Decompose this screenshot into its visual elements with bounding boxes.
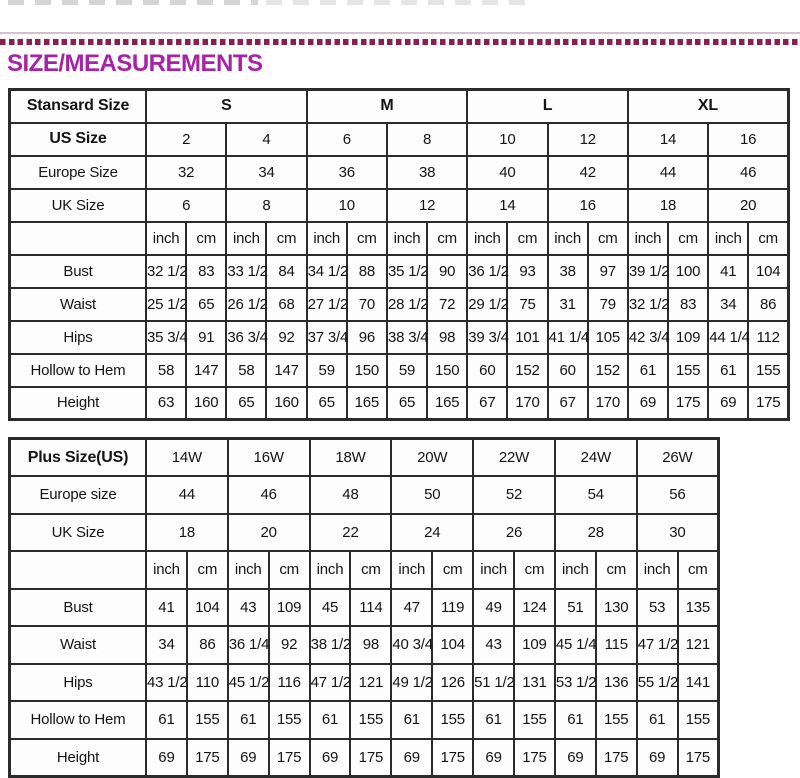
measure-value-cell: 119 — [432, 589, 473, 627]
measure-value-cell: 124 — [514, 589, 555, 627]
measure-value-cell: 175 — [668, 387, 708, 420]
measure-value-cell: 110 — [187, 664, 228, 702]
measure-value-cell: 44 1/4 — [708, 321, 748, 354]
size-value-cell: 36 — [307, 156, 387, 189]
measure-value-cell: 126 — [432, 664, 473, 702]
size-value-cell: 20 — [228, 514, 310, 552]
measure-value-cell: 155 — [269, 701, 310, 739]
measure-value-cell: 175 — [596, 739, 637, 777]
row-label: UK Size — [10, 514, 147, 552]
measure-value-cell: 63 — [146, 387, 186, 420]
measure-value-cell: 83 — [668, 288, 708, 321]
measure-value-cell: 34 — [146, 626, 187, 664]
table-header-label: Plus Size(US) — [10, 439, 147, 477]
size-group-header: 24W — [555, 439, 637, 477]
measure-value-cell: 45 1/2 — [228, 664, 269, 702]
measure-value-cell: 150 — [427, 354, 467, 387]
measure-value-cell: 98 — [427, 321, 467, 354]
cropped-text-fragment — [8, 0, 258, 5]
measure-value-cell: 69 — [310, 739, 351, 777]
unit-header-cell: inch — [146, 222, 186, 255]
measure-value-cell: 40 3/4 — [391, 626, 432, 664]
unit-header-cell: inch — [548, 222, 588, 255]
measure-value-cell: 69 — [146, 739, 187, 777]
measure-value-cell: 43 — [473, 626, 514, 664]
size-value-cell: 18 — [628, 189, 708, 222]
unit-header-cell: inch — [637, 551, 678, 589]
measure-value-cell: 25 1/2 — [146, 288, 186, 321]
measure-value-cell: 32 1/2 — [628, 288, 668, 321]
measure-value-cell: 37 3/4 — [307, 321, 347, 354]
size-group-header: 18W — [310, 439, 392, 477]
unit-header-cell: cm — [588, 222, 628, 255]
unit-header-cell: inch — [228, 551, 269, 589]
row-label: UK Size — [10, 189, 147, 222]
measure-value-cell: 155 — [668, 354, 708, 387]
row-label: Bust — [10, 255, 147, 288]
measure-value-cell: 86 — [748, 288, 788, 321]
measure-value-cell: 28 1/2 — [387, 288, 427, 321]
row-label: Height — [10, 387, 147, 420]
measure-value-cell: 90 — [427, 255, 467, 288]
size-value-cell: 54 — [555, 476, 637, 514]
measure-value-cell: 109 — [514, 626, 555, 664]
measure-value-cell: 61 — [146, 701, 187, 739]
table-row — [10, 288, 789, 321]
size-value-cell: 24 — [391, 514, 473, 552]
size-group-header: S — [146, 90, 307, 123]
unit-header-cell: cm — [269, 551, 310, 589]
measure-value-cell: 160 — [186, 387, 226, 420]
size-value-cell: 6 — [146, 189, 226, 222]
measure-value-cell: 34 1/2 — [307, 255, 347, 288]
unit-header-cell: inch — [226, 222, 266, 255]
measure-value-cell: 152 — [507, 354, 547, 387]
measure-value-cell: 83 — [186, 255, 226, 288]
table-row — [10, 255, 789, 288]
measure-value-cell: 69 — [555, 739, 596, 777]
measure-value-cell: 175 — [187, 739, 228, 777]
measure-value-cell: 160 — [266, 387, 306, 420]
size-group-header: XL — [628, 90, 789, 123]
measure-value-cell: 61 — [473, 701, 514, 739]
measure-value-cell: 33 1/2 — [226, 255, 266, 288]
measure-value-cell: 175 — [432, 739, 473, 777]
size-value-cell: 4 — [226, 123, 306, 156]
size-value-cell: 14 — [628, 123, 708, 156]
size-value-cell: 34 — [226, 156, 306, 189]
measure-value-cell: 98 — [350, 626, 391, 664]
measure-value-cell: 55 1/2 — [637, 664, 678, 702]
unit-header-cell: cm — [432, 551, 473, 589]
measure-value-cell: 69 — [473, 739, 514, 777]
measure-value-cell: 49 1/2 — [391, 664, 432, 702]
measure-value-cell: 170 — [507, 387, 547, 420]
measure-value-cell: 69 — [708, 387, 748, 420]
measure-value-cell: 51 — [555, 589, 596, 627]
unit-header-cell: cm — [748, 222, 788, 255]
measure-value-cell: 32 1/2 — [146, 255, 186, 288]
measure-value-cell: 60 — [467, 354, 507, 387]
measure-value-cell: 112 — [748, 321, 788, 354]
size-value-cell: 12 — [387, 189, 467, 222]
measure-value-cell: 47 1/2 — [637, 626, 678, 664]
measure-value-cell: 155 — [596, 701, 637, 739]
measure-value-cell: 41 — [146, 589, 187, 627]
size-value-cell: 28 — [555, 514, 637, 552]
measure-value-cell: 175 — [678, 739, 719, 777]
size-value-cell: 38 — [387, 156, 467, 189]
measure-value-cell: 34 — [708, 288, 748, 321]
row-label: Waist — [10, 288, 147, 321]
measure-value-cell: 155 — [514, 701, 555, 739]
measure-value-cell: 150 — [347, 354, 387, 387]
measure-value-cell: 61 — [391, 701, 432, 739]
size-group-header: 22W — [473, 439, 555, 477]
measure-value-cell: 165 — [427, 387, 467, 420]
measure-value-cell: 104 — [432, 626, 473, 664]
measure-value-cell: 92 — [269, 626, 310, 664]
row-label: Europe size — [10, 476, 147, 514]
measure-value-cell: 175 — [269, 739, 310, 777]
measure-value-cell: 86 — [187, 626, 228, 664]
row-label: Hips — [10, 321, 147, 354]
measure-value-cell: 165 — [347, 387, 387, 420]
table-row — [10, 354, 789, 387]
measure-value-cell: 36 1/2 — [467, 255, 507, 288]
size-value-cell: 52 — [473, 476, 555, 514]
size-value-cell: 46 — [228, 476, 310, 514]
measure-value-cell: 65 — [226, 387, 266, 420]
measure-value-cell: 130 — [596, 589, 637, 627]
measure-value-cell: 59 — [387, 354, 427, 387]
measure-value-cell: 70 — [347, 288, 387, 321]
measure-value-cell: 67 — [467, 387, 507, 420]
measure-value-cell: 59 — [307, 354, 347, 387]
measure-value-cell: 58 — [226, 354, 266, 387]
size-group-header: 20W — [391, 439, 473, 477]
measure-value-cell: 152 — [588, 354, 628, 387]
size-value-cell: 46 — [708, 156, 788, 189]
unit-header-cell: inch — [555, 551, 596, 589]
measure-value-cell: 65 — [387, 387, 427, 420]
measure-value-cell: 88 — [347, 255, 387, 288]
size-value-cell: 30 — [637, 514, 719, 552]
measure-value-cell: 155 — [678, 701, 719, 739]
unit-header-cell: inch — [310, 551, 351, 589]
measure-value-cell: 27 1/2 — [307, 288, 347, 321]
measure-value-cell: 72 — [427, 288, 467, 321]
measure-value-cell: 136 — [596, 664, 637, 702]
size-value-cell: 42 — [548, 156, 628, 189]
size-value-cell: 56 — [637, 476, 719, 514]
row-label: Europe Size — [10, 156, 147, 189]
measure-value-cell: 114 — [350, 589, 391, 627]
measure-value-cell: 38 — [548, 255, 588, 288]
table-row — [10, 476, 719, 514]
row-label: US Size — [10, 123, 147, 156]
unit-header-cell: inch — [708, 222, 748, 255]
measure-value-cell: 69 — [637, 739, 678, 777]
measure-value-cell: 115 — [596, 626, 637, 664]
measure-value-cell: 41 1/4 — [548, 321, 588, 354]
measure-value-cell: 116 — [269, 664, 310, 702]
unit-header-cell: cm — [186, 222, 226, 255]
measure-value-cell: 92 — [266, 321, 306, 354]
unit-header-cell: inch — [473, 551, 514, 589]
size-group-header: 14W — [146, 439, 228, 477]
measure-value-cell: 45 1/4 — [555, 626, 596, 664]
size-value-cell: 44 — [146, 476, 228, 514]
measure-value-cell: 36 3/4 — [226, 321, 266, 354]
row-label: Height — [10, 739, 147, 777]
measure-value-cell: 53 — [637, 589, 678, 627]
measure-value-cell: 68 — [266, 288, 306, 321]
table-row — [10, 626, 719, 664]
measure-value-cell: 49 — [473, 589, 514, 627]
table-header-label: Stansard Size — [10, 90, 147, 123]
measure-value-cell: 104 — [748, 255, 788, 288]
unit-header-cell: cm — [350, 551, 391, 589]
table-row — [10, 90, 789, 123]
divider-line — [0, 32, 800, 34]
measure-value-cell: 60 — [548, 354, 588, 387]
size-group-header: M — [307, 90, 468, 123]
measure-value-cell: 51 1/2 — [473, 664, 514, 702]
table-row — [10, 589, 719, 627]
measure-value-cell: 75 — [507, 288, 547, 321]
size-value-cell: 8 — [226, 189, 306, 222]
measure-value-cell: 61 — [555, 701, 596, 739]
table-row — [10, 321, 789, 354]
measure-value-cell: 121 — [678, 626, 719, 664]
measure-value-cell: 35 3/4 — [146, 321, 186, 354]
measure-value-cell: 109 — [668, 321, 708, 354]
table-row — [10, 222, 789, 255]
size-value-cell: 10 — [307, 189, 387, 222]
row-label-empty — [10, 222, 147, 255]
measure-value-cell: 26 1/2 — [226, 288, 266, 321]
measure-value-cell: 39 1/2 — [628, 255, 668, 288]
page-title: SIZE/MEASUREMENTS — [7, 50, 263, 77]
unit-header-cell: inch — [387, 222, 427, 255]
measure-value-cell: 175 — [350, 739, 391, 777]
unit-header-cell: cm — [596, 551, 637, 589]
measure-value-cell: 155 — [748, 354, 788, 387]
size-value-cell: 40 — [467, 156, 547, 189]
measure-value-cell: 69 — [391, 739, 432, 777]
measure-value-cell: 69 — [228, 739, 269, 777]
measure-value-cell: 39 3/4 — [467, 321, 507, 354]
size-value-cell: 32 — [146, 156, 226, 189]
measure-value-cell: 61 — [637, 701, 678, 739]
table-row — [10, 739, 719, 777]
unit-header-cell: cm — [347, 222, 387, 255]
measure-value-cell: 58 — [146, 354, 186, 387]
unit-header-cell: inch — [391, 551, 432, 589]
measure-value-cell: 93 — [507, 255, 547, 288]
measure-value-cell: 53 1/2 — [555, 664, 596, 702]
size-value-cell: 22 — [310, 514, 392, 552]
measure-value-cell: 170 — [588, 387, 628, 420]
measure-value-cell: 97 — [588, 255, 628, 288]
measure-value-cell: 29 1/2 — [467, 288, 507, 321]
measure-value-cell: 155 — [187, 701, 228, 739]
size-value-cell: 20 — [708, 189, 788, 222]
unit-header-cell: cm — [507, 222, 547, 255]
unit-header-cell: cm — [427, 222, 467, 255]
measure-value-cell: 36 1/4 — [228, 626, 269, 664]
measure-value-cell: 61 — [628, 354, 668, 387]
row-label: Hips — [10, 664, 147, 702]
unit-header-cell: cm — [514, 551, 555, 589]
row-label: Hollow to Hem — [10, 701, 147, 739]
measure-value-cell: 61 — [228, 701, 269, 739]
measure-value-cell: 43 1/2 — [146, 664, 187, 702]
measure-value-cell: 42 3/4 — [628, 321, 668, 354]
row-label: Bust — [10, 589, 147, 627]
measure-value-cell: 91 — [186, 321, 226, 354]
measure-value-cell: 61 — [310, 701, 351, 739]
measure-value-cell: 65 — [307, 387, 347, 420]
table-row — [10, 551, 719, 589]
size-value-cell: 16 — [548, 189, 628, 222]
measure-value-cell: 155 — [350, 701, 391, 739]
row-label-empty — [10, 551, 147, 589]
measure-value-cell: 104 — [187, 589, 228, 627]
measure-value-cell: 155 — [432, 701, 473, 739]
measure-value-cell: 43 — [228, 589, 269, 627]
measure-value-cell: 84 — [266, 255, 306, 288]
unit-header-cell: cm — [668, 222, 708, 255]
unit-header-cell: cm — [266, 222, 306, 255]
measure-value-cell: 67 — [548, 387, 588, 420]
table-row — [10, 664, 719, 702]
measure-value-cell: 69 — [628, 387, 668, 420]
table-row — [10, 156, 789, 189]
dashed-divider-line — [0, 39, 800, 45]
size-group-header: 26W — [637, 439, 719, 477]
size-value-cell: 44 — [628, 156, 708, 189]
unit-header-cell: cm — [187, 551, 228, 589]
measure-value-cell: 47 — [391, 589, 432, 627]
size-value-cell: 18 — [146, 514, 228, 552]
measure-value-cell: 47 1/2 — [310, 664, 351, 702]
table-row — [10, 514, 719, 552]
measure-value-cell: 38 3/4 — [387, 321, 427, 354]
measure-value-cell: 61 — [708, 354, 748, 387]
size-value-cell: 8 — [387, 123, 467, 156]
cropped-text-fragment — [266, 0, 531, 5]
measure-value-cell: 101 — [507, 321, 547, 354]
size-group-header: 16W — [228, 439, 310, 477]
standard-size-table — [8, 88, 790, 421]
size-value-cell: 14 — [467, 189, 547, 222]
measure-value-cell: 65 — [186, 288, 226, 321]
measure-value-cell: 38 1/2 — [310, 626, 351, 664]
table-row — [10, 123, 789, 156]
measure-value-cell: 100 — [668, 255, 708, 288]
table-row — [10, 439, 719, 477]
size-value-cell: 12 — [548, 123, 628, 156]
measure-value-cell: 121 — [350, 664, 391, 702]
measure-value-cell: 147 — [266, 354, 306, 387]
plus-size-table — [8, 437, 720, 778]
size-value-cell: 6 — [307, 123, 387, 156]
measure-value-cell: 79 — [588, 288, 628, 321]
measure-value-cell: 175 — [514, 739, 555, 777]
measure-value-cell: 175 — [748, 387, 788, 420]
size-value-cell: 50 — [391, 476, 473, 514]
measure-value-cell: 105 — [588, 321, 628, 354]
size-value-cell: 2 — [146, 123, 226, 156]
measure-value-cell: 135 — [678, 589, 719, 627]
unit-header-cell: inch — [467, 222, 507, 255]
size-value-cell: 16 — [708, 123, 788, 156]
row-label: Hollow to Hem — [10, 354, 147, 387]
table-row — [10, 701, 719, 739]
size-value-cell: 26 — [473, 514, 555, 552]
unit-header-cell: inch — [307, 222, 347, 255]
measure-value-cell: 141 — [678, 664, 719, 702]
measure-value-cell: 45 — [310, 589, 351, 627]
unit-header-cell: inch — [146, 551, 187, 589]
measure-value-cell: 41 — [708, 255, 748, 288]
measure-value-cell: 131 — [514, 664, 555, 702]
unit-header-cell: cm — [678, 551, 719, 589]
size-group-header: L — [467, 90, 628, 123]
measure-value-cell: 31 — [548, 288, 588, 321]
table-row — [10, 387, 789, 420]
size-value-cell: 48 — [310, 476, 392, 514]
unit-header-cell: inch — [628, 222, 668, 255]
measure-value-cell: 96 — [347, 321, 387, 354]
measure-value-cell: 109 — [269, 589, 310, 627]
table-row — [10, 189, 789, 222]
measure-value-cell: 147 — [186, 354, 226, 387]
measure-value-cell: 35 1/2 — [387, 255, 427, 288]
row-label: Waist — [10, 626, 147, 664]
size-value-cell: 10 — [467, 123, 547, 156]
